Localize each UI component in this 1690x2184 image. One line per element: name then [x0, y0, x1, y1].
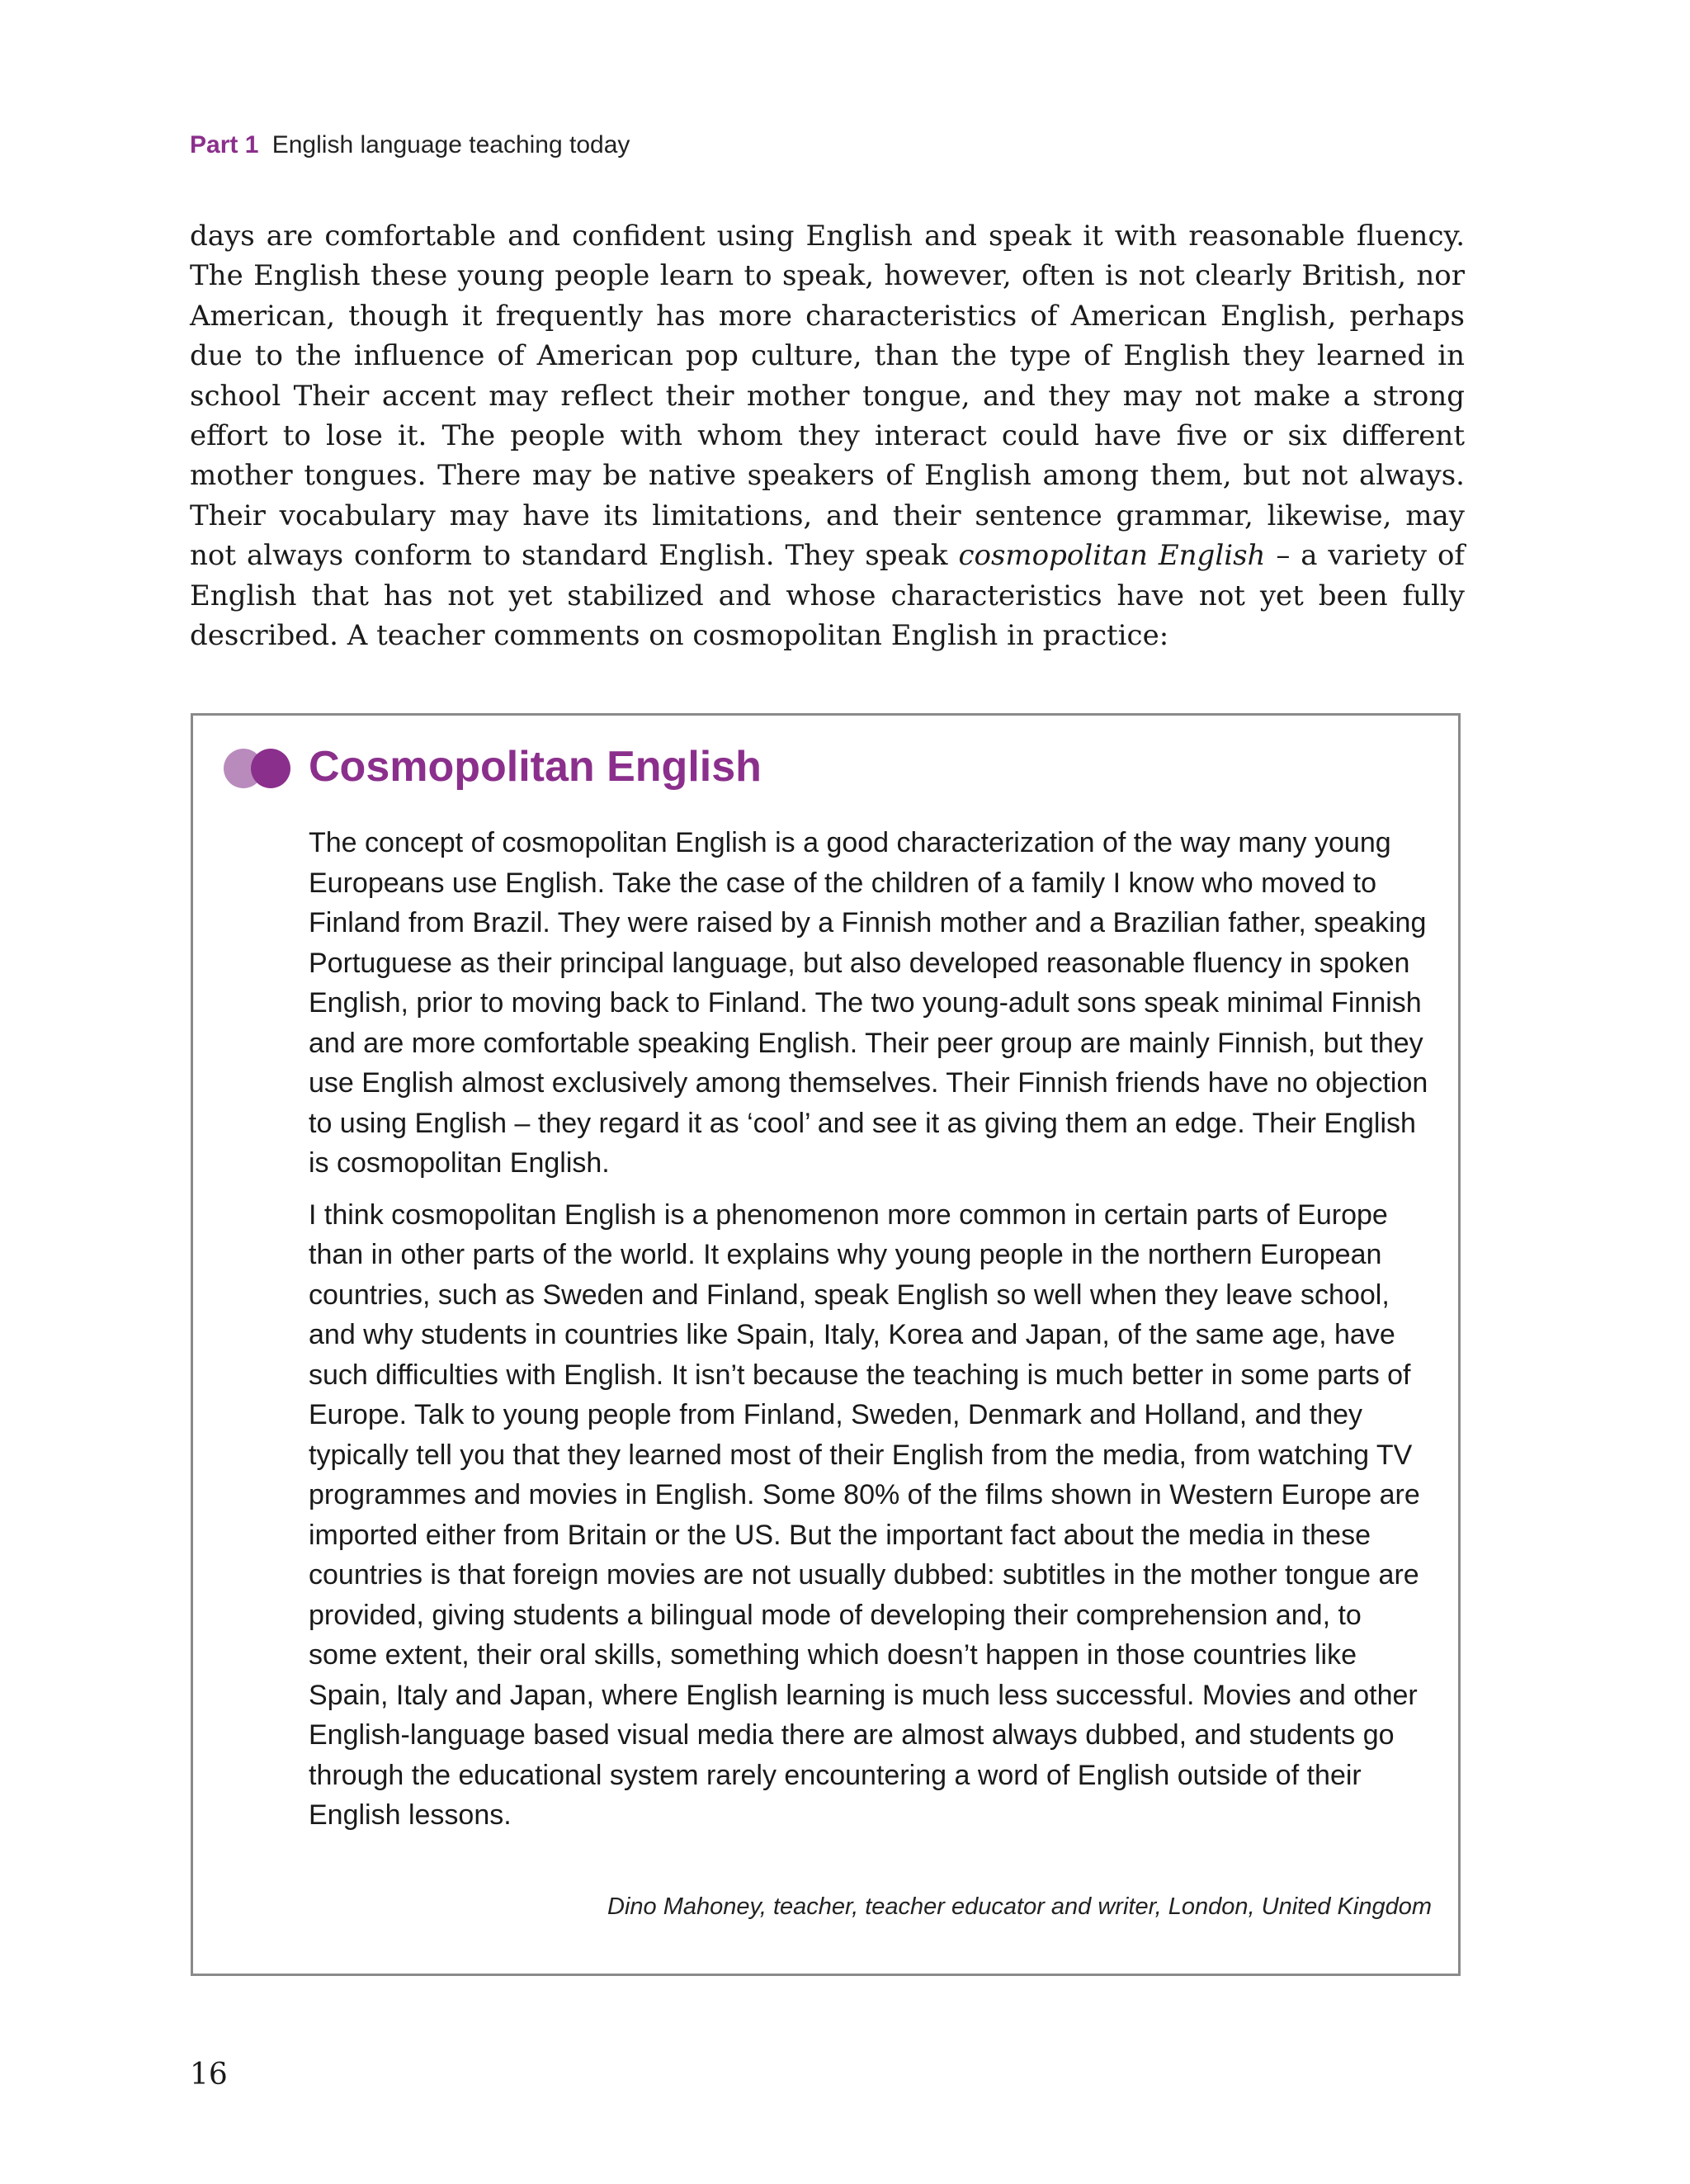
chapter-title: English language teaching today [271, 131, 630, 158]
body-text-start: days are comfortable and confident using English and speak it with reasonable fluency. The English these young people learn to speak, however, often is not clearly British, nor American, though it frequently has more characteristics of American English, perhaps due to the influence of American pop culture, than the type of English they learned in school Their accent may reflect their mother tongue, and they may not make a strong effort to lose it. The people with whom they interact could have five or six different mother tongues. There may be native speakers of English among them, but not always. Their vocabulary may have its limitations, and their sentence grammar, likewise, may not always conform to standard English. They speak [190, 220, 1465, 573]
body-text-end: – a variety of English that has not yet stabilized and whose characteristics have not yet been fully described. A teacher comments on cosmopolitan English in practice: [190, 539, 1465, 653]
box-title: Cosmopolitan English [309, 743, 762, 791]
quote-paragraph: The concept of cosmopolitan English is a good characterization of the way many young Europeans use English. Take the case of the children of a family I know who moved to Finland from Brazil. They were raised by a Finnish mother and a Brazilian father, speaking Portuguese as their principal language, but also developed reasonable fluency in spoken English, prior to moving back to Finland. The two young-adult sons speak minimal Finnish and are more comfortable speaking English. Their peer group are mainly Finnish, but they use English almost exclusively among themselves. Their Finnish friends have no objection to using English – they regard it as ‘cool’ and see it as giving them an edge. Their English is cosmopolitan English. [309, 827, 1428, 1179]
quote-box [191, 713, 1461, 1976]
quote-paragraph: I think cosmopolitan English is a phenomenon more common in certain parts of Europe than in other parts of the world. It explains why young people in the northern European countries, such as Sweden and Finland, speak English so well when they leave school, and why students in countries like Spain, Italy, Korea and Japan, of the same age, have such difficulties with English. It isn’t because the teaching is much better in some parts of Europe. Talk to young people from Finland, Sweden, Denmark and Holland, and they typically tell you that they learned most of their English from the media, from watching TV programmes and movies in English. Some 80% of the films shown in Western Europe are imported either from Britain or the US. But the important fact about the media in these countries is that foreign movies are not usually dubbed: subtitles in the mother tongue are provided, giving students a bilingual mode of developing their comprehension and, to some extent, their oral skills, something which doesn’t happen in those countries like Spain, Italy and Japan, where English learning is much less successful. Movies and other English-language based visual media there are almost always dubbed, and students go through the educational system rarely encountering a word of English outside of their English lessons. [309, 1198, 1420, 1831]
quote-attribution: Dino Mahoney, teacher, teacher educator and writer, London, United Kingdom [607, 1893, 1432, 1920]
double-circle-icon [221, 745, 295, 792]
body-paragraph [190, 216, 1465, 655]
dark-circle [251, 749, 290, 788]
running-header [190, 130, 630, 160]
quote-text [309, 823, 1435, 1847]
body-italic-term: cosmopolitan English [958, 539, 1266, 573]
page-number: 16 [190, 2058, 228, 2092]
part-label: Part 1 [190, 131, 259, 158]
